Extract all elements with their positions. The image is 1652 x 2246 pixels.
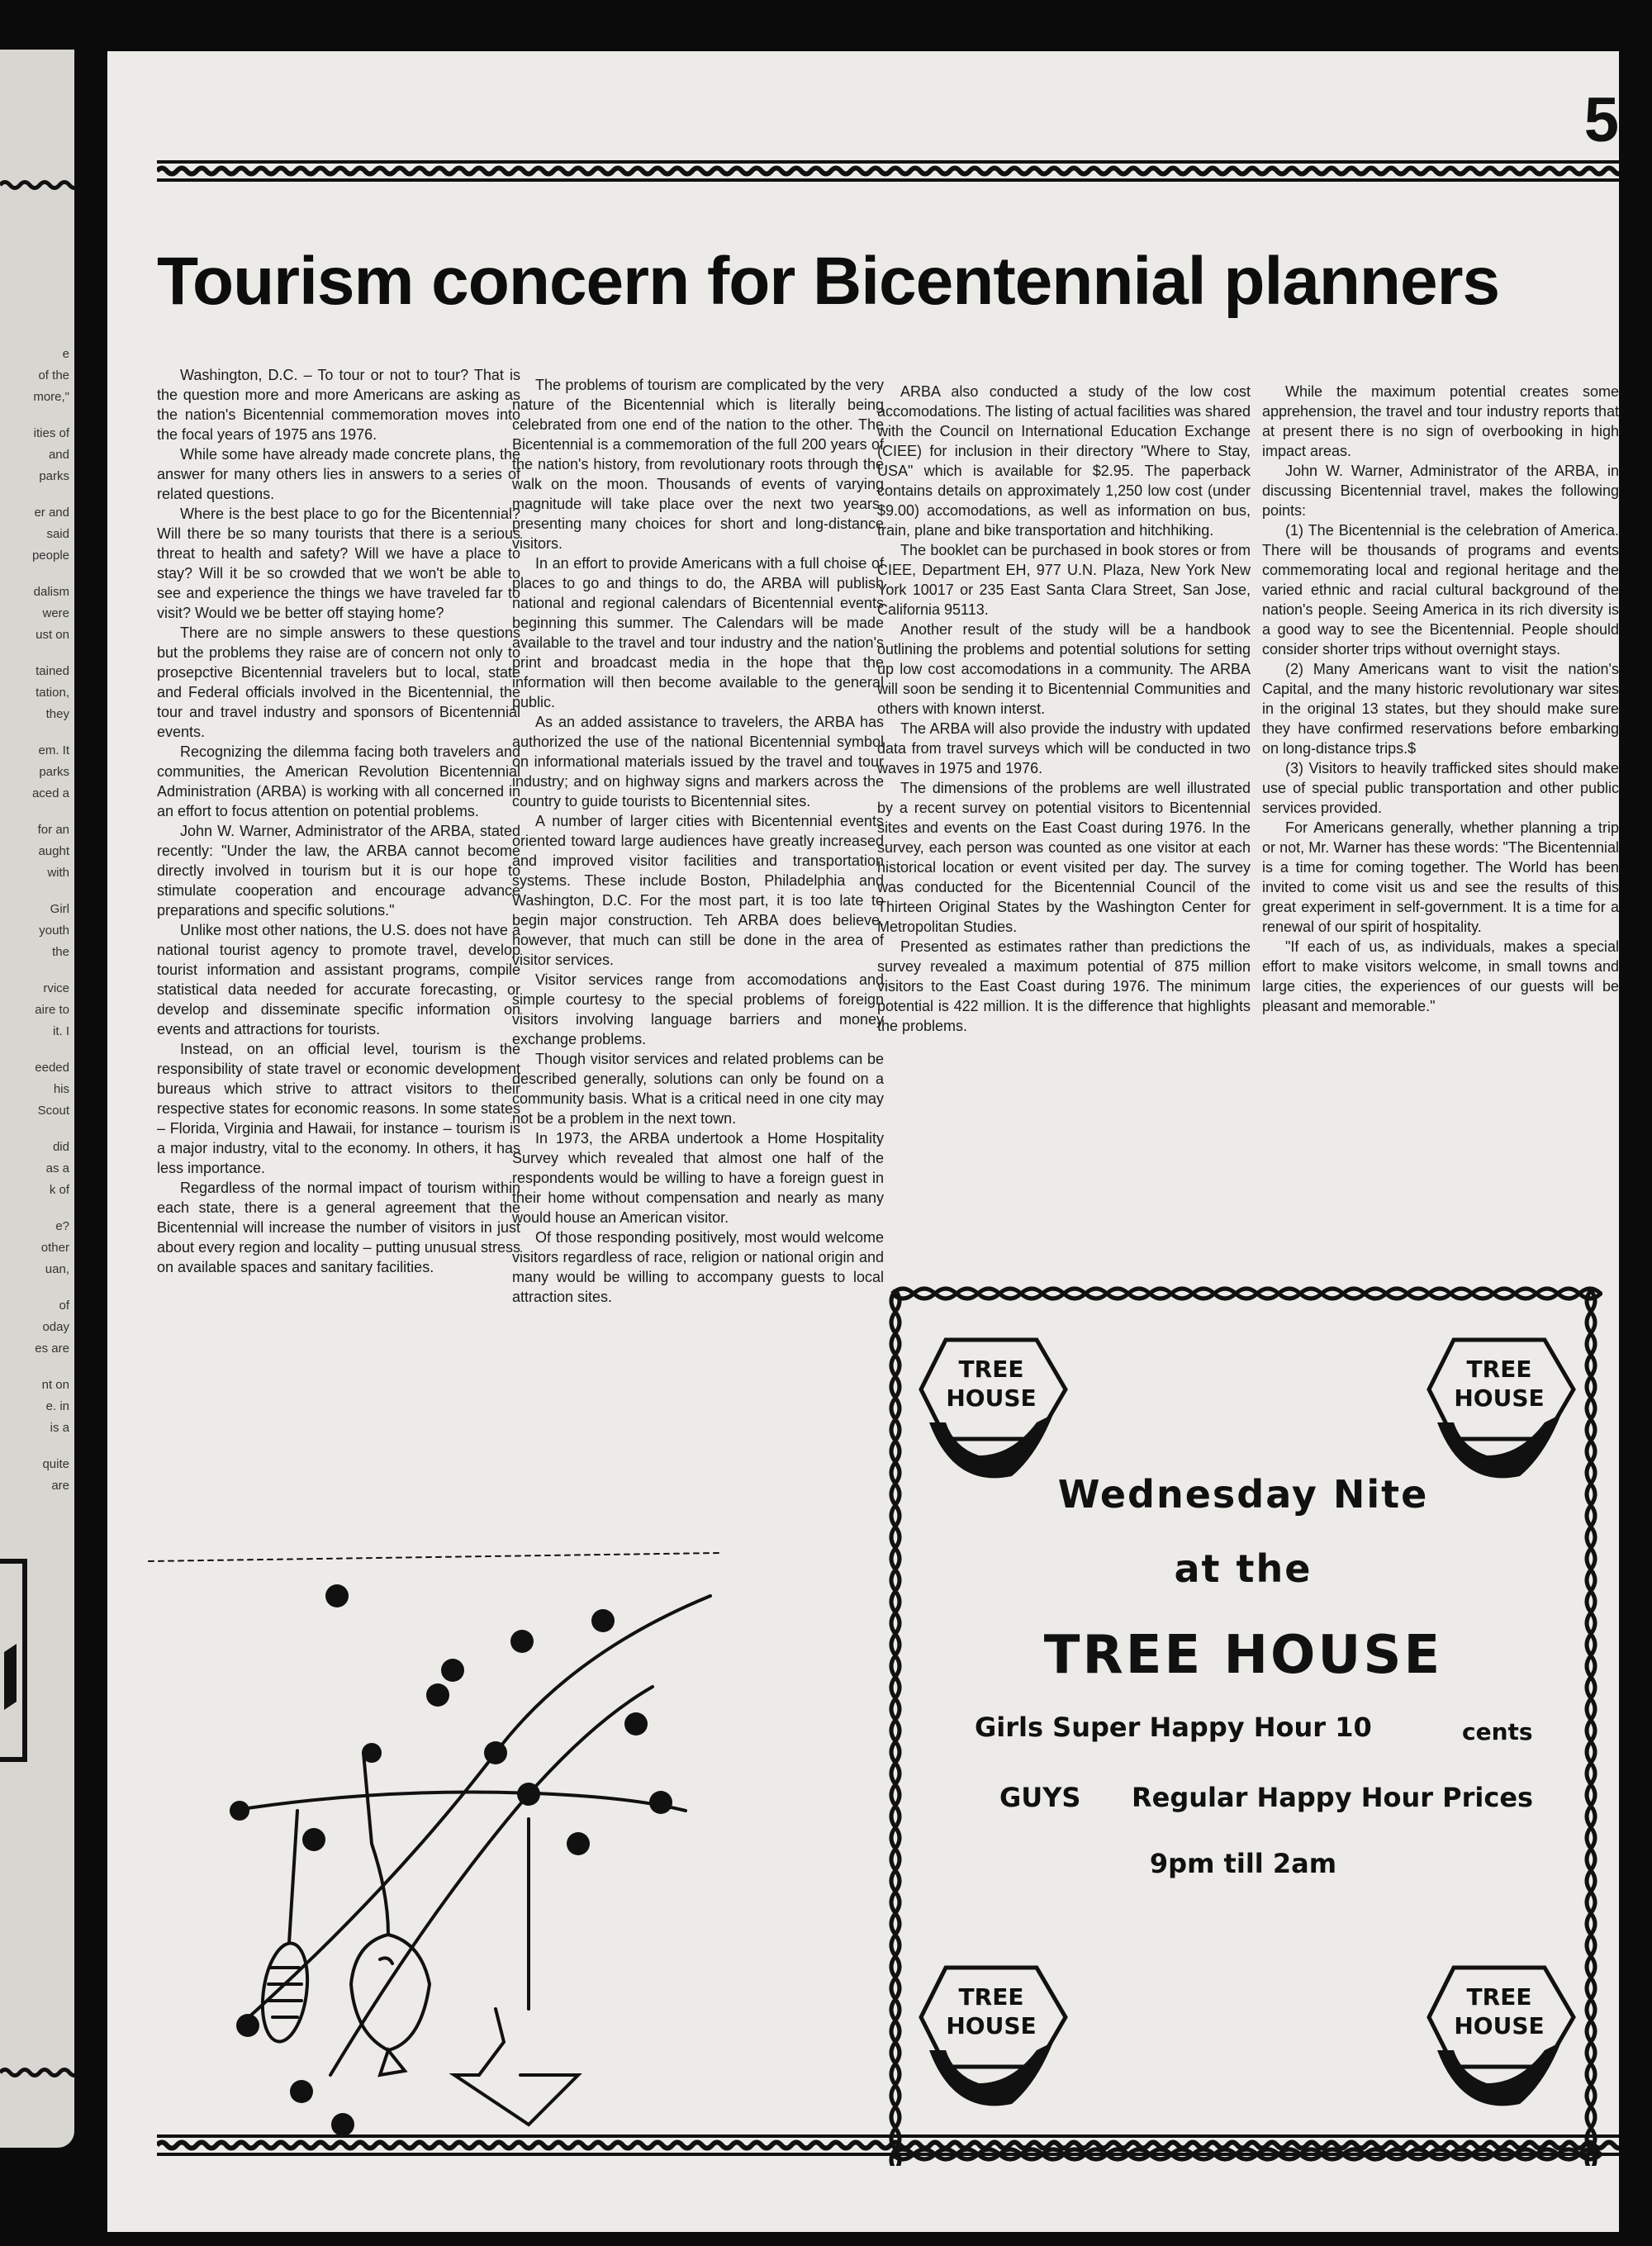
left-page-text-fragment: other (40, 1241, 69, 1255)
left-page-text-fragment: said (46, 527, 69, 541)
left-page-text-fragment: people (31, 548, 69, 563)
ad-title-at-the: at the (1174, 1546, 1313, 1591)
top-wavy-rule (157, 157, 1619, 185)
left-page-text-fragment: k of (49, 1183, 69, 1197)
left-page-text-fragment: eeded (35, 1061, 69, 1075)
left-page-text-fragment: ust on (36, 628, 69, 642)
article-column-3 (877, 382, 1251, 1036)
left-page-text-fragment: Scout (37, 1104, 69, 1118)
logo-text-house: HOUSE (946, 2012, 1037, 2039)
ad-regular-happy-hour: Regular Happy Hour Prices (1132, 1782, 1534, 1813)
ad-girls-happy-hour: Girls Super Happy Hour 10 (975, 1712, 1372, 1743)
left-page-text-fragment: ities of (33, 426, 69, 440)
left-page-text-fragment: with (47, 866, 69, 880)
left-page-text-fragment: oday (42, 1320, 69, 1334)
logo-text-tree: TREE (1466, 1983, 1532, 2011)
article-paragraph: In 1973, the ARBA undertook a Home Hospitality Survey which revealed that almost one half of the respondents would be willing to have a foreign guest in their home without compensation and nearly as many would house an American visitor. (512, 1130, 884, 1226)
article-paragraph: (2) Many Americans want to visit the nation's Capital, and the many historic revolutionary war sites in the original 13 states, but they should make sure they have confirmed reservations before embarking on long-distance trips.$ (1262, 661, 1619, 757)
ad-title-wednesday-nite: Wednesday Nite (1057, 1472, 1429, 1517)
left-page-text-fragment: and (48, 448, 69, 462)
left-page-text-fragment: nt on (41, 1378, 69, 1392)
left-page-text-fragment: tained (36, 664, 69, 678)
article-paragraph: There are no simple answers to these questions but the problems they raise are of concern not only to prosepctive Bicentennial travelers but to local, state and Federal officials involved in the Bicentennial, the tour and travel industry and sponsors of Bicentennial events. (157, 624, 520, 740)
ad-cents: cents (1462, 1718, 1533, 1745)
logo-text-tree: TREE (958, 1356, 1024, 1383)
tree-house-logo-icon (1421, 1959, 1578, 2116)
tree-house-advertisement (884, 1282, 1602, 2166)
article-paragraph: The problems of tourism are complicated by the very nature of the Bicentennial which is literally being celebrated from one end of the nation to the other. The Bicentennial is a commemoration of the full 200 years of the nation's history, from revolutionary roots through the walk on the moon. Thousands of events of varying magnitude will take place over the next two years, presenting many choices for short and long-distance visitors. (512, 377, 884, 552)
newspaper-page (107, 51, 1619, 2232)
left-page-text-fragment: aced a (31, 786, 69, 800)
left-page-bottom-rule (0, 2065, 74, 2080)
headline: Tourism concern for Bicentennial planners (157, 244, 1500, 319)
logo-text-house: HOUSE (1454, 2012, 1545, 2039)
article-paragraph: Regardless of the normal impact of tourism within each state, there is a general agreement that the Bicentennial will increase the number of visitors in just about every region and locality – putting unusual stress on available spaces and sanitary facilities. (157, 1180, 520, 1275)
article-paragraph: (1) The Bicentennial is the celebration of America. There will be thousands of programs and events commemorating local and regional heritage and the varied ethnic and racial cultural background of the nation's people. Seeing America in its rich diversity is a good way to see the Bicentennial. People should consider shorter trips without overnight stays. (1262, 522, 1619, 658)
left-page-text-fragment: they (45, 707, 69, 721)
left-page-text-fragment: parks (39, 469, 69, 483)
left-page-text-fragment: aught (38, 844, 69, 858)
left-page-text-fragment: is a (50, 1421, 69, 1435)
mobile-illustration (140, 1546, 900, 2174)
logo-text-house: HOUSE (1454, 1384, 1545, 1412)
article-paragraph: Of those responding positively, most would welcome visitors regardless of race, religion or national origin and many would be willing to accompany guests to local attraction sites. (512, 1229, 884, 1305)
ad-title-tree-house: TREE HOUSE (1043, 1625, 1443, 1686)
tree-house-logo-icon (913, 1332, 1070, 1489)
left-page-edge (0, 50, 74, 2148)
left-page-text-fragment: are (51, 1479, 69, 1493)
ad-hours: 9pm till 2am (1149, 1848, 1337, 1879)
left-page-text-fragment: the (52, 945, 69, 959)
left-page-text-fragment: e. in (45, 1399, 69, 1413)
article-paragraph: Washington, D.C. – To tour or not to tour? That is the question more and more Americans are asking as the nation's Bicentennial commemoration moves into the focal years of 1975 ans 1976. (157, 367, 520, 443)
page-number: 5 (1583, 85, 1619, 155)
left-page-text-fragment: e (62, 347, 69, 361)
tree-house-logo-icon (913, 1959, 1070, 2116)
left-page-text-fragment: of (59, 1299, 69, 1313)
article-paragraph: John W. Warner, Administrator of the ARBA, in discussing Bicentennial travel, makes the following points: (1262, 463, 1619, 519)
left-page-rule (0, 178, 74, 192)
article-paragraph: (3) Visitors to heavily trafficked sites should make use of special public transportation and other public services provided. (1262, 760, 1619, 816)
article-paragraph: Where is the best place to go for the Bicentennial? Will there be so many tourists that there is a serious threat to health and safety? Will we have a place to stay? Will it be so crowded that we won't be able to see and experience the things we have traveled far to visit? Would we be better off staying home? (157, 506, 520, 621)
article-paragraph: Another result of the study will be a handbook outlining the problems and potential solutions for setting up low cost accomodations in a community. The ARBA will soon be sending it to Bicentennial Communities and others with known interst. (877, 621, 1251, 717)
tree-house-logo-icon (1421, 1332, 1578, 1489)
article-paragraph: In an effort to provide Americans with a full choise of places to go and things to do, the ARBA will publish national and regional calendars of Bicentennial events beginning this summer. The Calendars will be made available to the travel and tour industry and the nation's print and broadcast media in the hope that the information will then become available to the general public. (512, 555, 884, 710)
left-page-text-fragment: aire to (35, 1003, 69, 1017)
article-paragraph: Presented as estimates rather than predictions the survey revealed a maximum potential of 875 million visitors to the East Coast during 1976. The minimum potential is 422 million. It is the difference that highlights the problems. (877, 938, 1251, 1034)
left-page-text-fragment: uan, (45, 1262, 69, 1276)
article-paragraph: Though visitor services and related problems can be described generally, solutions can only be found on a community basis. What is a critical need in one city may not be a problem in the next town. (512, 1051, 884, 1127)
article-paragraph: A number of larger cities with Bicentennial events oriented toward large audiences have greatly increased and improved visitor facilities and transportation systems. These include Boston, Philadelphia and Washington, D.C. For the most part, it is too late to begin major construction. Teh ARBA does believe, however, that much can still be done in the area of visitor services. (512, 813, 884, 968)
left-page-text-fragment: Girl (50, 902, 69, 916)
logo-text-house: HOUSE (946, 1384, 1037, 1412)
article-column-4 (1262, 382, 1619, 1016)
article-paragraph: "If each of us, as individuals, makes a special effort to make visitors welcome, in small towns and large cities, the experiences of our guests will be pleasant and memorable." (1262, 938, 1619, 1014)
left-page-text-fragment: it. I (52, 1024, 69, 1038)
left-page-text-fragment: parks (39, 765, 69, 779)
left-page-text-fragment: tation, (36, 686, 69, 700)
logo-text-tree: TREE (1466, 1356, 1532, 1383)
article-paragraph: Recognizing the dilemma facing both travelers and communities, the American Revolution Bicentennial Administration (ARBA) is working with all concerned in an effort to focus attention on potential problems. (157, 743, 520, 819)
left-page-text-fragment: em. It (38, 743, 69, 757)
left-page-text-fragment: quite (42, 1457, 69, 1471)
left-page-text-fragment: his (53, 1082, 69, 1096)
left-page-text-fragment: were (42, 606, 69, 620)
logo-text-tree: TREE (958, 1983, 1024, 2011)
article-paragraph: For Americans generally, whether planning a trip or not, Mr. Warner has these words: "The Bicentennial is a time for coming together. The World has been invited to come visit us and see the results of this great experiment in self-government. It is a time for a renewal of our spirit of hospitality. (1262, 819, 1619, 935)
article-paragraph: Unlike most other nations, the U.S. does not have a national tourist agency to promote travel, develop tourist information and assistant programs, compile statistical data needed for accurate forecasting, or develop and disseminate specific information on events and attractions for tourists. (157, 922, 520, 1038)
bottom-wavy-rule (157, 2131, 1619, 2159)
left-page-text-fragment: youth (39, 924, 69, 938)
left-page-text-fragment: of the (38, 368, 69, 382)
article-column-1 (157, 365, 520, 1277)
article-paragraph: The dimensions of the problems are well illustrated by a recent survey on potential visitors to Bicentennial sites and events on the East Coast during 1976. In the survey, each person was counted as one visitor at each historical location or event visited per day. The survey was conducted for the Bicentennial Council of the Thirteen Original States by the Washington Center for Metropolitan Studies. (877, 780, 1251, 935)
article-paragraph: Visitor services range from accomodations and simple courtesy to the special problems of foreign visitors involving language barriers and money exchange problems. (512, 971, 884, 1047)
left-page-text-fragment: es are (35, 1341, 69, 1356)
ad-guys: GUYS (999, 1782, 1081, 1813)
left-page-text-fragment: e? (55, 1219, 69, 1233)
left-page-text-fragment: as a (45, 1161, 69, 1175)
left-page-text-fragment: did (52, 1140, 69, 1154)
left-page-text-fragment: for an (37, 823, 69, 837)
article-paragraph: While some have already made concrete plans, the answer for many others lies in answers to a series of related questions. (157, 446, 520, 502)
article-paragraph: John W. Warner, Administrator of the ARBA, stated recently: "Under the law, the ARBA cannot become directly involved in tourism but it is our hope to stimulate cooperation and encourage advance preparations and specific solutions." (157, 823, 520, 919)
article-paragraph: While the maximum potential creates some apprehension, the travel and tour industry reports that at present there is no sign of overbooking in high impact areas. (1262, 383, 1619, 459)
article-paragraph: As an added assistance to travelers, the ARBA has authorized the use of the national Bicentennial symbol on informational materials issued by the travel and tour industry; and on highway signs and markers across the country to guide tourists to Bicentennial sites. (512, 714, 884, 810)
article-paragraph: The ARBA will also provide the industry with updated data from travel surveys which will be conducted in two waves in 1975 and 1976. (877, 720, 1251, 776)
article-paragraph: The booklet can be purchased in book stores or from CIEE, Department EH, 977 U.N. Plaza, New York New York 10017 or 235 East Santa Clara Street, San Jose, California 95113. (877, 542, 1251, 618)
left-page-box-fragment (0, 1553, 33, 1768)
left-page-text-fragment: er and (34, 506, 69, 520)
article-paragraph: Instead, on an official level, tourism is the responsibility of state travel or economic development bureaus which strive to attract visitors to their respective states for economic reasons. In some states – Florida, Virginia and Hawaii, for instance – tourism is a major industry, vital to the economy. In others, it has less importance. (157, 1041, 520, 1176)
left-page-text-fragment: dalism (33, 585, 69, 599)
article-paragraph: ARBA also conducted a study of the low cost accomodations. The listing of actual facilities was shared with the Council on International Education Exchange (CIEE) for inclusion in their directory "Where to Stay, USA" which is available for $2.95. The paperback contains details on approximately 1,250 low cost (under $9.00) accomodations, as well as information on bus, train, plane and bike transportation and hitchhiking. (877, 383, 1251, 539)
article-column-2 (512, 375, 884, 1307)
left-page-text-fragment: more," (33, 390, 69, 404)
left-page-text-fragment: rvice (43, 981, 69, 995)
